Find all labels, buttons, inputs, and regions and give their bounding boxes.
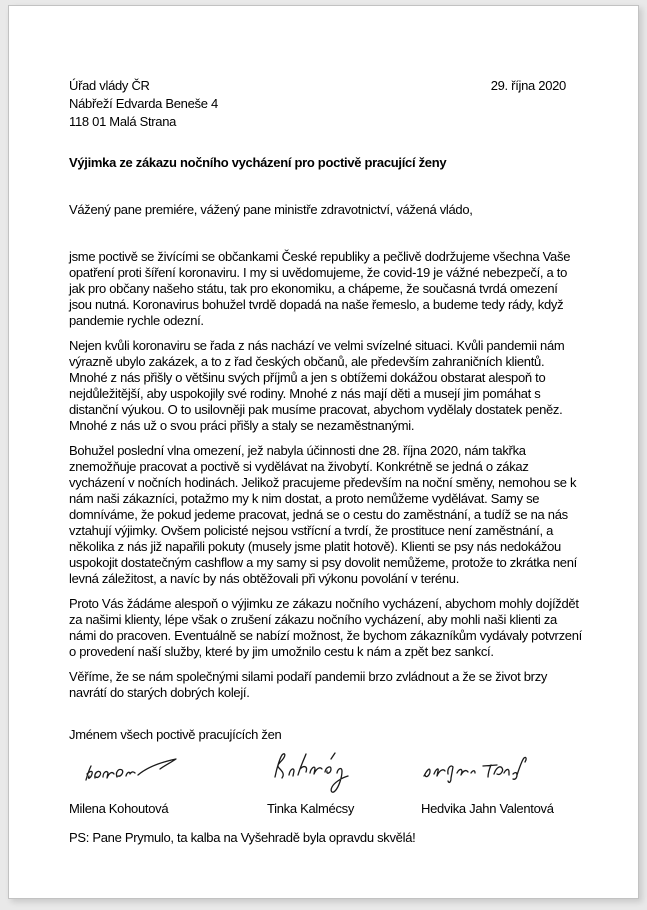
signatory-name-3: Hedvika Jahn Valentová <box>421 801 554 816</box>
recipient-address-block <box>69 77 218 131</box>
recipient-line-3: 118 01 Malá Strana <box>69 114 177 129</box>
paragraph-4: Proto Vás žádáme alespoň o výjimku ze zákazu nočního vycházení, abychom mohly dojíždět za našimi klienty, lépe však o zrušení zákazu nočního vycházení, aby mohli naši klienti za námi do pracoven. Eventuálně se nabízí možnost, že bychom zákazníkům vydávaly potvrzení o provedení naší služby, které by jim umožnilo cestu k nám a zpět bez sankcí. <box>69 596 582 659</box>
signatory-name-1: Milena Kohoutová <box>69 801 169 816</box>
signatures-row <box>69 745 583 801</box>
letter-subject: Výjimka ze zákazu nočního vycházení pro poctivě pracující ženy <box>69 155 447 170</box>
signature-1-handwriting <box>83 757 181 793</box>
postscript-line: PS: Pane Prymulo, ta kalba na Vyšehradě byla opravdu skvělá! <box>69 830 416 845</box>
letter-content <box>69 77 583 846</box>
signatory-name-2: Tinka Kalmécsy <box>267 801 355 816</box>
signature-3-handwriting <box>417 751 529 793</box>
signature-2-handwriting <box>265 747 361 797</box>
letter-date: 29. října 2020 <box>490 78 566 93</box>
recipient-line-2: Nábřeží Edvarda Beneše 4 <box>69 96 218 111</box>
letter-page <box>8 5 639 899</box>
letter-header <box>69 77 583 131</box>
closing-line: Jménem všech poctivě pracujících žen <box>69 727 282 742</box>
salutation: Vážený pane premiére, vážený pane ministře zdravotnictví, vážená vládo, <box>69 202 473 217</box>
signatory-names-row <box>69 801 583 817</box>
paragraph-5: Věříme, že se nám společnými silami podaří pandemii brzo zvládnout a že se život brzy navrátí do starých dobrých kolejí. <box>69 669 548 700</box>
paragraph-2: Nejen kvůli koronaviru se řada z nás nachází ve velmi svízelné situaci. Kvůli pandemii nám výrazně ubylo zakázek, a to z řad českých občanů, ale především zahraničních klientů. Mnohé z nás přišly o většinu svých příjmů a jen s obtížemi dokážou obstarat alespoň to nejdůležitější, aby uspokojily své rodiny. Mnohé z nás mají děti a musejí jim pomáhat s distanční výukou. O to usilovněji pak musíme pracovat, abychom vydělaly dostatek peněz. Mnohé z nás už o svou práci přišly a staly se nezaměstnanými. <box>69 338 565 433</box>
paragraph-1: jsme poctivě se živícími se občankami České republiky a pečlivě dodržujeme všechna Vaše opatření proti šíření koronaviru. I my si uvědomujeme, že covid-19 je vážné nebezpečí, a to jak pro občany našeho státu, tak pro ekonomiku, a chápeme, že současná tvrdá omezení jsou nutná. Koronavirus bohužel tvrdě dopadá na naše řemeslo, a budeme tedy rády, když pandemie rychle odezní. <box>69 249 571 328</box>
paragraph-3: Bohužel poslední vlna omezení, jež nabyla účinnosti dne 28. října 2020, nám takřka znemožňuje pracovat a poctivě si vydělávat na živobytí. Konkrétně se jedná o zákaz vycházení v nočních hodinách. Jelikož pracujeme především na noční směny, nemohou se k nám naši zákazníci, potažmo my k nim dostat, a proto nemůžeme vydělávat. Samy se domníváme, že pokud jedeme pracovat, jedná se o cestu do zaměstnání, a tudíž se na nás vztahují výjimky. Ovšem policisté nejsou vstřícní a tvrdí, že prostituce není zaměstnání, a několika z nás již napařili pokuty (musely jsme platit hotově). Klienti se psy nás nedokážou uspokojit dostatečným cashflow a my samy si psy dovolit nemůžeme, protože to zkrátka není levná záležitost, a navíc by nás obtěžovali při výkonu povolání v terénu. <box>69 443 577 586</box>
recipient-line-1: Úřad vlády ČR <box>69 78 150 93</box>
